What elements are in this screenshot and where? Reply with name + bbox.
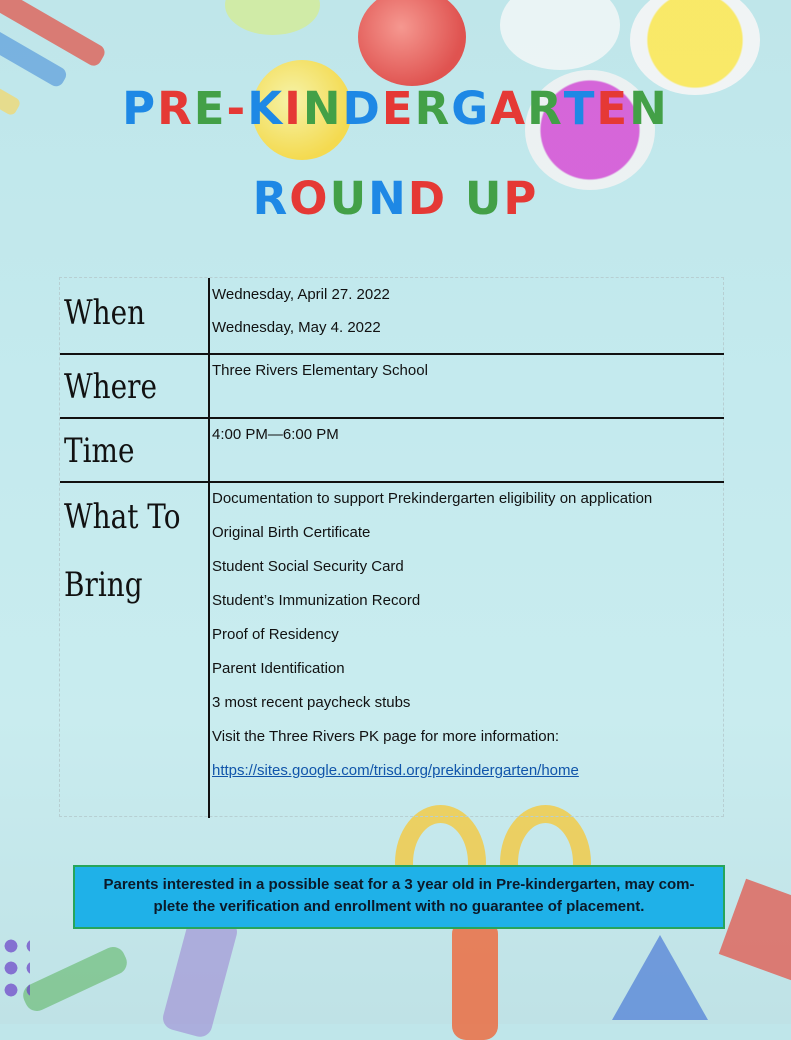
red-block-decoration <box>719 879 791 982</box>
title-letter: G <box>451 82 491 135</box>
title-letter: E <box>381 82 415 135</box>
time-row <box>60 418 724 482</box>
bring-item: Documentation to support Prekindergarten eligibility on application <box>212 490 653 507</box>
title-letter: R <box>414 82 452 135</box>
bring-item: Original Birth Certificate <box>212 524 371 541</box>
title-letter: K <box>247 82 285 135</box>
bring-item: Student Social Security Card <box>212 558 404 575</box>
purple-beads-decoration <box>0 935 30 1005</box>
yellow-paint-cup-decoration <box>630 0 760 95</box>
white-cup-decoration <box>500 0 620 70</box>
where-location: Three Rivers Elementary School <box>212 362 428 379</box>
page-subtitle <box>0 172 791 225</box>
time-label: Time <box>64 431 135 471</box>
title-letter: I <box>284 82 303 135</box>
subtitle-letter: O <box>289 172 330 225</box>
title-letter: E <box>596 82 630 135</box>
subtitle-letter: N <box>368 172 408 225</box>
title-letter: - <box>226 82 248 135</box>
what-to-bring-label-line2: Bring <box>64 565 143 605</box>
notice-text-line1: Parents interested in a possible seat for a 3 year old in Pre-kindergarten, may com- <box>103 876 695 893</box>
title-letter: T <box>563 82 597 135</box>
pk-page-link[interactable]: https://sites.google.com/trisd.org/prekindergarten/home <box>212 762 579 779</box>
where-row <box>60 354 724 418</box>
blue-triangle-block-decoration <box>612 935 708 1020</box>
when-date-1: Wednesday, April 27. 2022 <box>212 286 390 303</box>
title-letter: R <box>527 82 564 135</box>
when-label: When <box>64 293 146 333</box>
subtitle-letter: U <box>464 172 504 225</box>
notice-text-line2: plete the verification and enrollment with no guarantee of placement. <box>153 898 645 915</box>
when-row <box>60 278 724 354</box>
more-info-text: Visit the Three Rivers PK page for more information: <box>212 728 560 745</box>
subtitle-letter <box>447 172 465 225</box>
title-letter: N <box>629 82 669 135</box>
title-letter: D <box>342 82 382 135</box>
page-title <box>0 82 791 135</box>
where-label: Where <box>64 367 157 407</box>
title-letter: E <box>193 82 227 135</box>
time-value: 4:00 PM—6:00 PM <box>212 426 339 443</box>
pk-page-link-wrapper <box>212 754 579 788</box>
what-to-bring-label: What To <box>64 497 181 537</box>
bring-item: Proof of Residency <box>212 626 339 643</box>
green-toy-decoration <box>225 0 320 35</box>
purple-scissor-decoration <box>160 911 239 1040</box>
title-letter: N <box>302 82 343 135</box>
subtitle-letter: U <box>329 172 369 225</box>
bring-item: Student’s Immunization Record <box>212 592 421 609</box>
subtitle-letter: P <box>503 172 539 225</box>
scissor-blade-decoration <box>452 920 498 1040</box>
event-info-table <box>59 277 724 817</box>
bring-item: 3 most recent paycheck stubs <box>212 694 411 711</box>
green-scissor-decoration <box>19 943 131 1015</box>
placement-notice-box <box>73 865 725 929</box>
subtitle-letter: D <box>407 172 448 225</box>
red-apple-toy-decoration <box>358 0 466 86</box>
title-letter: A <box>490 82 528 135</box>
title-letter: P <box>122 82 158 135</box>
when-date-2: Wednesday, May 4. 2022 <box>212 319 381 336</box>
bring-item: Parent Identification <box>212 660 345 677</box>
what-to-bring-row <box>60 482 724 818</box>
title-letter: R <box>157 82 194 135</box>
subtitle-letter: R <box>252 172 290 225</box>
